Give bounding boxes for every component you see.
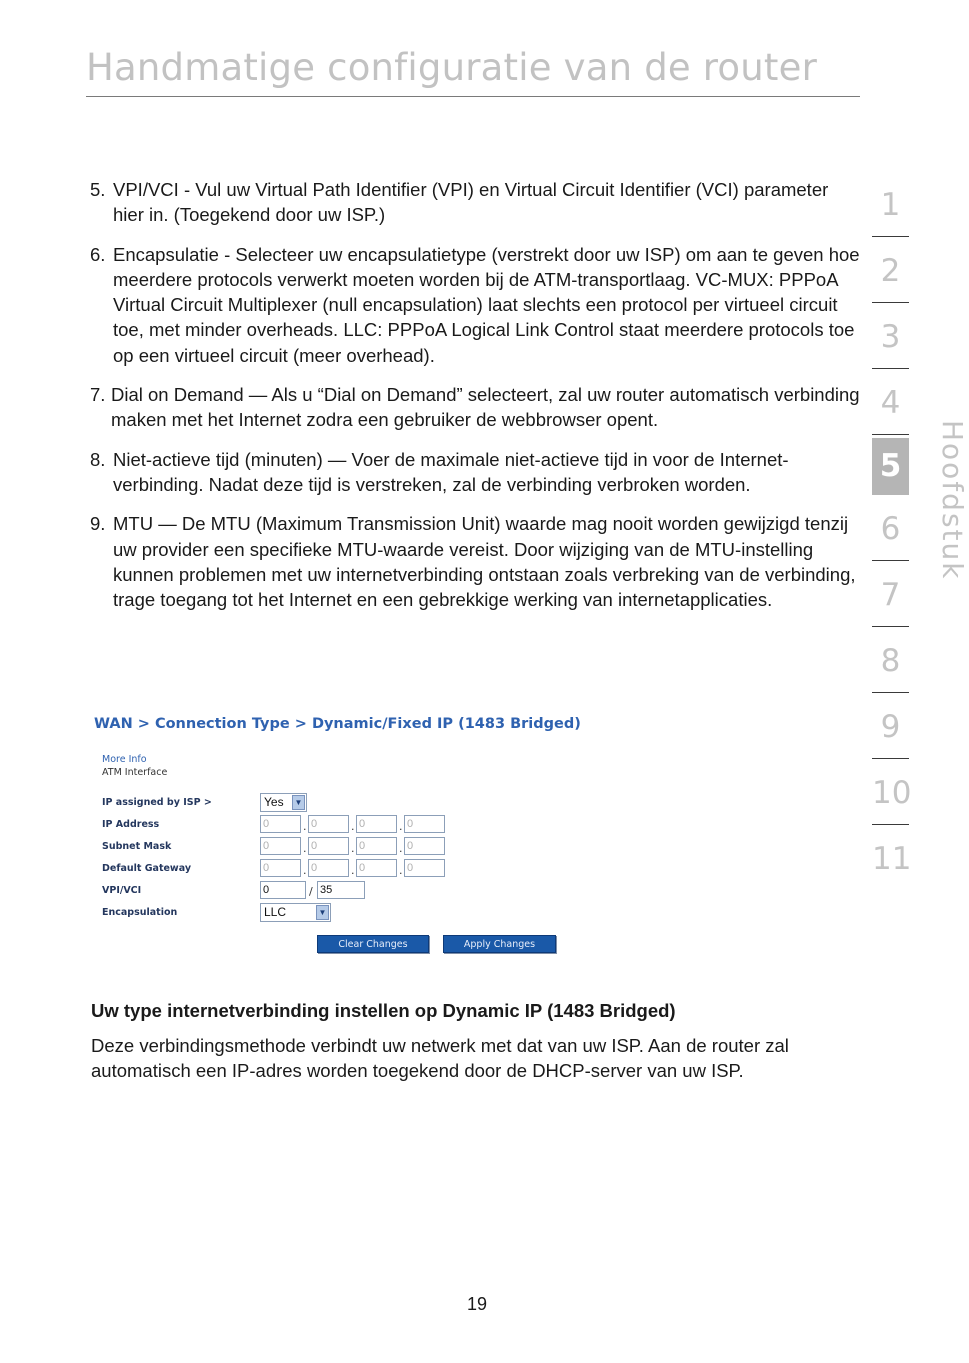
vci-input[interactable]: 35 [317,881,365,899]
encapsulation-value: LLC [264,905,287,919]
encapsulation-select[interactable] [260,903,331,922]
octet-separator: . [303,820,307,833]
breadcrumb: WAN > Connection Type > Dynamic/Fixed IP (1483 Bridged) [94,716,581,732]
router-config-screenshot [94,716,581,956]
octet-separator: . [399,864,403,877]
default-gateway-label: Default Gateway [102,863,192,874]
chapter-tab-1[interactable]: 1 [872,174,909,237]
vpi-vci-label: VPI/VCI [102,885,142,896]
gateway-octet-4[interactable]: 0 [404,859,445,877]
vpi-input[interactable]: 0 [260,881,306,899]
vpi-vci-separator: / [309,885,313,898]
chapter-tab-4[interactable]: 4 [872,372,909,435]
chapter-tab-9[interactable]: 9 [872,696,909,759]
ip-address-octet-3[interactable]: 0 [356,815,397,833]
list-item-encapsulation [90,242,860,368]
ip-assigned-value: Yes [264,795,284,809]
title-divider [86,96,860,97]
octet-separator: . [303,842,307,855]
item-number: 6. [90,243,106,265]
apply-changes-button[interactable]: Apply Changes [443,935,556,953]
clear-changes-button[interactable]: Clear Changes [317,935,429,953]
chapter-tab-7[interactable]: 7 [872,564,909,627]
octet-separator: . [303,864,307,877]
chapter-tab-5-active[interactable]: 5 [872,438,909,495]
subnet-mask-octet-4[interactable]: 0 [404,837,445,855]
ip-address-octet-2[interactable]: 0 [308,815,349,833]
item-text: MTU — De MTU (Maximum Transmission Unit) waarde mag nooit worden gewijzigd tenzij uw provider een specifieke MTU-waarde vereist. Door wijziging van de MTU-instelling kunnen problemen met uw internetverbinding ontstaan zoals verbreking van de verbinding, trage toegang tot het Internet en een gebrekkige werking van internetapplicaties. [113,513,856,611]
octet-separator: . [399,842,403,855]
item-number: 9. [90,513,106,535]
ip-address-octet-4[interactable]: 0 [404,815,445,833]
item-number: 8. [90,448,106,470]
section-heading: Uw type internetverbinding instellen op Dynamic IP (1483 Bridged) [91,1000,676,1021]
encapsulation-label: Encapsulation [102,907,178,918]
chapter-tab-2[interactable]: 2 [872,240,909,303]
chapter-tab-6[interactable]: 6 [872,498,909,561]
octet-separator: . [399,820,403,833]
ip-assigned-label: IP assigned by ISP > [102,797,212,808]
body-paragraph: Deze verbindingsmethode verbindt uw netwerk met dat van uw ISP. Aan de router zal automatisch een IP-adres worden toegekend door de DHCP-server van uw ISP. [91,1035,789,1082]
gateway-octet-1[interactable]: 0 [260,859,301,877]
list-item-mtu [90,511,860,612]
chapter-tab-10[interactable]: 10 [872,762,909,825]
instruction-list [90,177,860,626]
list-item-dial-on-demand [90,382,860,433]
chevron-down-icon: ▼ [292,795,305,810]
list-item-idle-time [90,447,860,498]
subnet-mask-octet-1[interactable]: 0 [260,837,301,855]
chapter-index [872,174,912,894]
page-title: Handmatige configuratie van de router [86,46,817,89]
chevron-down-icon: ▼ [316,905,329,920]
subnet-mask-octet-3[interactable]: 0 [356,837,397,855]
ip-address-octet-1[interactable]: 0 [260,815,301,833]
octet-separator: . [351,864,355,877]
item-text: Encapsulatie - Selecteer uw encapsulatietype (verstrekt door uw ISP) om aan te geven hoe meerdere protocols verwerkt moeten worden bij de ATM-transportlaag. VC-MUX: PPPoA Virtual Circuit Multiplexer (null encapsulation) laat slechts een protocol per virtueel circuit toe, met minder overheads. LLC: PPPoA Logical Link Control staat meerdere protocols toe op een virtueel circuit (meer overhead). [113,243,860,366]
item-number: 5. [90,179,106,200]
chapter-tab-8[interactable]: 8 [872,630,909,693]
chapter-tab-3[interactable]: 3 [872,306,909,369]
octet-separator: . [351,842,355,855]
item-text: VPI/VCI - Vul uw Virtual Path Identifier (VPI) en Virtual Circuit Identifier (VCI) parameter hier in. (Toegekend door uw ISP.) [113,179,829,226]
gateway-octet-3[interactable]: 0 [356,859,397,877]
ip-assigned-select[interactable] [260,793,307,812]
list-item-vpi-vci [90,177,860,228]
subnet-mask-label: Subnet Mask [102,841,172,852]
ip-address-label: IP Address [102,819,160,830]
item-text: Dial on Demand — Als u “Dial on Demand” selecteert, zal uw router automatisch verbinding maken met het Internet zodra een gebruiker de webbrowser opent. [111,384,860,431]
item-text: Niet-actieve tijd (minuten) — Voer de maximale niet-actieve tijd in voor de Internet-verbinding. Nadat deze tijd is verstreken, zal de verbinding verbroken worden. [113,448,789,495]
page-number: 19 [466,1294,488,1314]
atm-interface-heading: ATM Interface [102,767,168,778]
chapter-tab-11[interactable]: 11 [872,841,912,877]
item-number: 7. [90,384,106,406]
chapter-side-label: Hoofdstuk [936,420,969,581]
more-info-link[interactable]: More Info [102,754,147,765]
octet-separator: . [351,820,355,833]
gateway-octet-2[interactable]: 0 [308,859,349,877]
subnet-mask-octet-2[interactable]: 0 [308,837,349,855]
